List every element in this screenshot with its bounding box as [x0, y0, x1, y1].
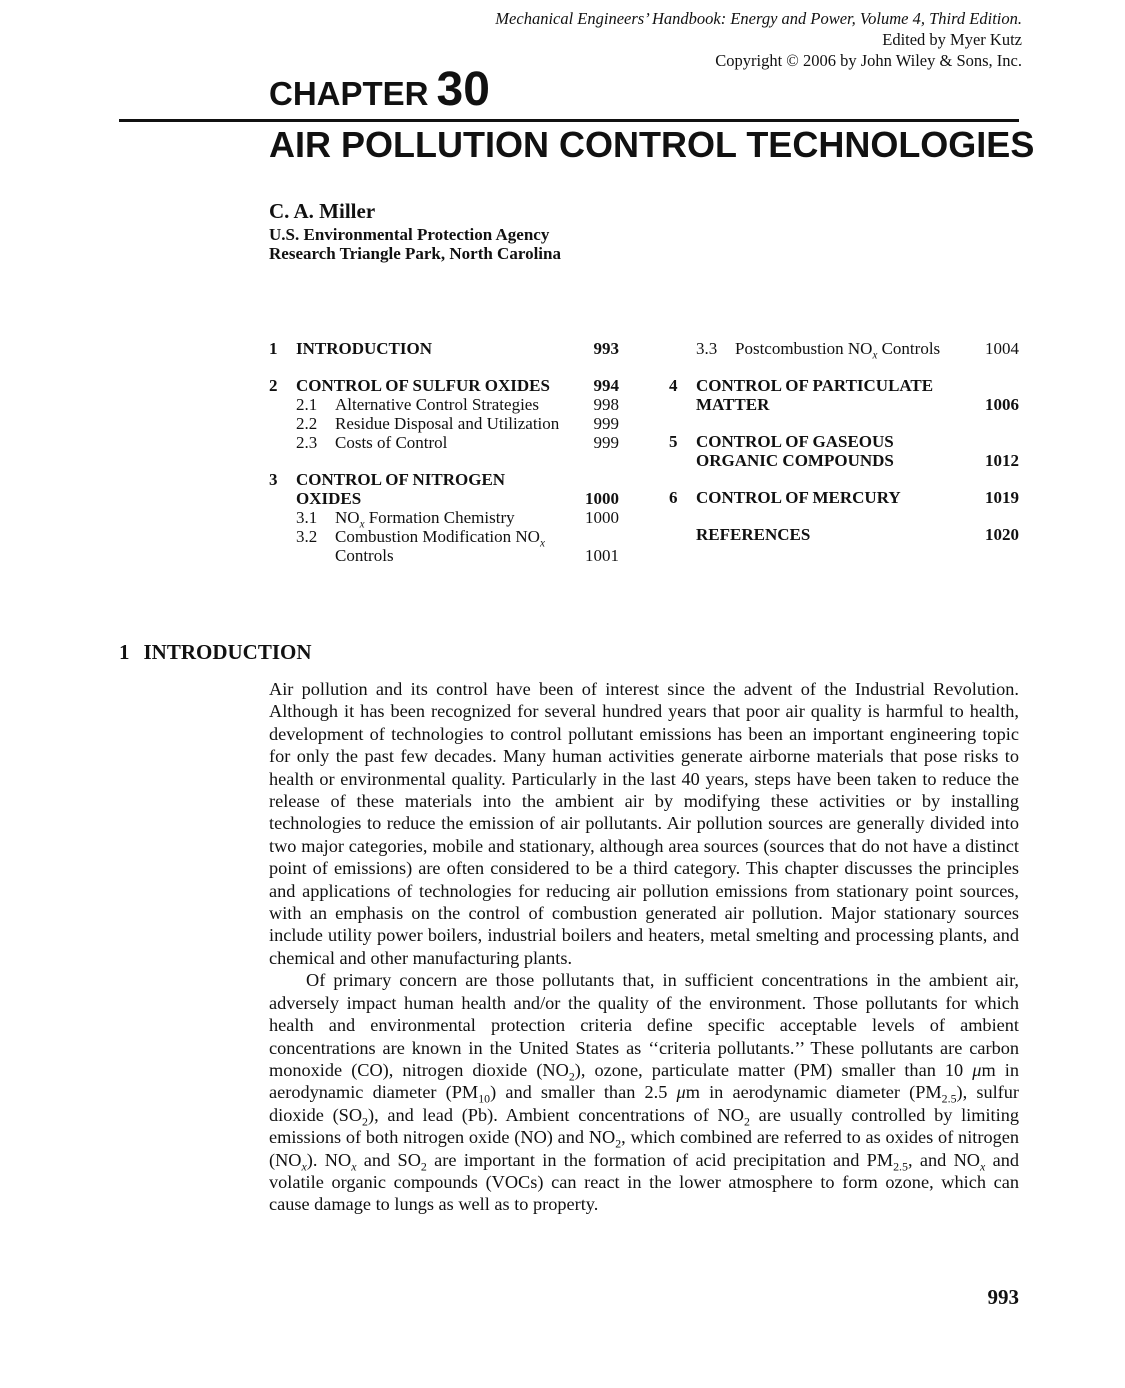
toc-column-right: [669, 339, 1019, 544]
author-affiliation: [269, 225, 561, 263]
toc-entry-5[interactable]: [669, 432, 1019, 451]
toc-page: 1006: [985, 395, 1019, 414]
section-title: INTRODUCTION: [143, 640, 312, 664]
toc-sub-title: Costs of Control: [335, 433, 448, 452]
toc-entry-2-1[interactable]: [269, 395, 619, 414]
chapter-number: 30: [436, 63, 490, 116]
toc-entry-4[interactable]: [669, 376, 1019, 395]
chapter-rule: [119, 119, 1019, 122]
toc-number: 1: [269, 339, 278, 358]
toc-sub-number: 2.3: [296, 433, 318, 452]
toc-entry-5-cont[interactable]: [669, 451, 1019, 470]
paragraph-2: Of primary concern are those pollutants that, in sufficient concentrations in the ambient air, adversely impact human health and/or the quality of the environment. Those pollutants for which health and environmental protection criteria define specific acceptable levels of ambient concentrations are known in the United States as ‘‘criteria pollutants.’’ These pollutants are carbon monoxide (CO), nitrogen dioxide $(NO_2)$, ozone, particulate matter (PM) smaller than 10 μm in aerodynamic diameter $(PM_{10})$ and smaller than 2.5 μm in aerodynamic diameter $(PM_{2.5})$, sulfur dioxide $(SO_2)$, and lead (Pb). Ambient concentrations of $NO_2$ are usually controlled by limiting emissions of both nitrogen oxide (NO) and $NO_2$, which combined are referred to as oxides of nitrogen $(NO_x)$. $NO_x$ and $SO_2$ are important in the formation of acid precipitation and $PM_{2.5}$, and $NO_x$ and volatile organic compounds (VOCs) can react in the lower atmosphere to form ozone, which can cause damage to lungs as well as to property.: [269, 970, 1020, 1215]
toc-entry-6[interactable]: [669, 488, 1019, 507]
book-title-line: Mechanical Engineers’ Handbook: Energy and Power, Volume 4, Third Edition.: [495, 9, 1022, 28]
toc-number: 3: [269, 470, 278, 489]
toc-page: 998: [593, 395, 619, 414]
toc-title-line-2: OXIDES: [296, 489, 362, 508]
toc-title-line-1: CONTROL OF PARTICULATE: [696, 376, 934, 395]
toc-title: INTRODUCTION: [296, 339, 433, 358]
page-number: 993: [987, 1285, 1019, 1309]
toc-entry-1[interactable]: [269, 339, 619, 358]
toc-entry-2-3[interactable]: [269, 433, 619, 452]
toc-page: 1012: [985, 451, 1019, 470]
toc-page: 999: [593, 414, 619, 433]
editor-line: Edited by Myer Kutz: [882, 30, 1022, 49]
toc-sub-title: Combustion Modification $NO_x$: [335, 527, 545, 550]
chapter-word: CHAPTER: [269, 75, 429, 112]
toc-entry-3-cont[interactable]: [269, 489, 619, 508]
author-name: C. A. Miller: [269, 199, 376, 223]
toc-number: 4: [669, 376, 678, 395]
toc-page: 999: [593, 433, 619, 452]
toc-page: 993: [593, 339, 619, 358]
toc-number: 6: [669, 488, 678, 507]
copyright-header: [495, 8, 1022, 71]
toc-page: 994: [593, 376, 619, 395]
chapter-title: AIR POLLUTION CONTROL TECHNOLOGIES: [269, 124, 1035, 165]
copyright-line: Copyright © 2006 by John Wiley & Sons, Inc.: [715, 51, 1022, 70]
toc-sub-number: 2.1: [296, 395, 318, 414]
toc-page: 1004: [985, 339, 1019, 358]
toc-sub-number: 3.3: [696, 339, 718, 358]
toc-sub-title: Residue Disposal and Utilization: [335, 414, 560, 433]
body-text: [269, 678, 1019, 1216]
affiliation-line-2: Research Triangle Park, North Carolina: [269, 244, 561, 263]
toc-column-left: [269, 339, 619, 565]
toc-number: 5: [669, 432, 678, 451]
toc-entry-2-2[interactable]: [269, 414, 619, 433]
toc-number: 2: [269, 376, 278, 395]
toc-entry-3[interactable]: [269, 470, 619, 489]
toc-title-line-1: CONTROL OF GASEOUS: [696, 432, 894, 451]
toc-entry-3-2[interactable]: [269, 527, 619, 550]
toc-sub-title: Alternative Control Strategies: [335, 395, 539, 414]
toc-title-line-2: ORGANIC COMPOUNDS: [696, 451, 894, 470]
toc-sub-title-line-2: Controls: [335, 546, 394, 565]
toc-entry-3-1[interactable]: [269, 508, 619, 531]
toc-entry-references[interactable]: [669, 525, 1019, 544]
section-heading: [119, 640, 312, 665]
paragraph-1: Air pollution and its control have been of interest since the advent of the Industrial Revolution. Although it has been recognized for several hundred years that poor air quality is harmful to health, development of technologies to control pollutant emissions has been an important engineering topic for only the past few decades. Many human activities generate airborne materials that pose risks to health or environmental quality. Particularly in the last 40 years, steps have been taken to reduce the release of these materials into the ambient air by modifying these activities or by installing technologies to reduce the emission of air pollutants. Air pollution sources are generally divided into two major categories, mobile and stationary, although area sources (sources that do not have a distinct point of emissions) are often considered to be a third category. This chapter discusses the principles and applications of technologies for reducing air pollution emissions from stationary point sources, with an emphasis on the control of combustion generated air pollution. Major stationary sources include utility power boilers, industrial boilers and heaters, metal smelting and processing plants, and chemical and other manufacturing plants.: [269, 679, 1019, 968]
toc-page: 1000: [585, 489, 619, 508]
toc-sub-number: 3.2: [296, 527, 318, 546]
affiliation-line-1: U.S. Environmental Protection Agency: [269, 225, 550, 244]
toc-sub-number: 3.1: [296, 508, 318, 527]
toc-title-line-1: CONTROL OF NITROGEN: [296, 470, 506, 489]
toc-entry-3-3[interactable]: [669, 339, 1019, 362]
toc-page: 1000: [585, 508, 619, 527]
toc-sub-title: $NO_x$ Formation Chemistry: [335, 508, 515, 531]
toc-entry-2[interactable]: [269, 376, 619, 395]
chapter-label: [269, 62, 490, 117]
toc-title: REFERENCES: [696, 525, 811, 544]
toc-sub-title: Postcombustion $NO_x$ Controls: [735, 339, 941, 362]
toc-page: 1020: [985, 525, 1019, 544]
toc-sub-number: 2.2: [296, 414, 318, 433]
toc-page: 1019: [985, 488, 1019, 507]
toc-title: CONTROL OF SULFUR OXIDES: [296, 376, 550, 395]
toc-title-line-2: MATTER: [696, 395, 770, 414]
toc-entry-3-2-cont[interactable]: [269, 546, 619, 565]
section-number: 1: [119, 640, 130, 664]
toc-title: CONTROL OF MERCURY: [696, 488, 901, 507]
toc-page: 1001: [585, 546, 619, 565]
toc-entry-4-cont[interactable]: [669, 395, 1019, 414]
